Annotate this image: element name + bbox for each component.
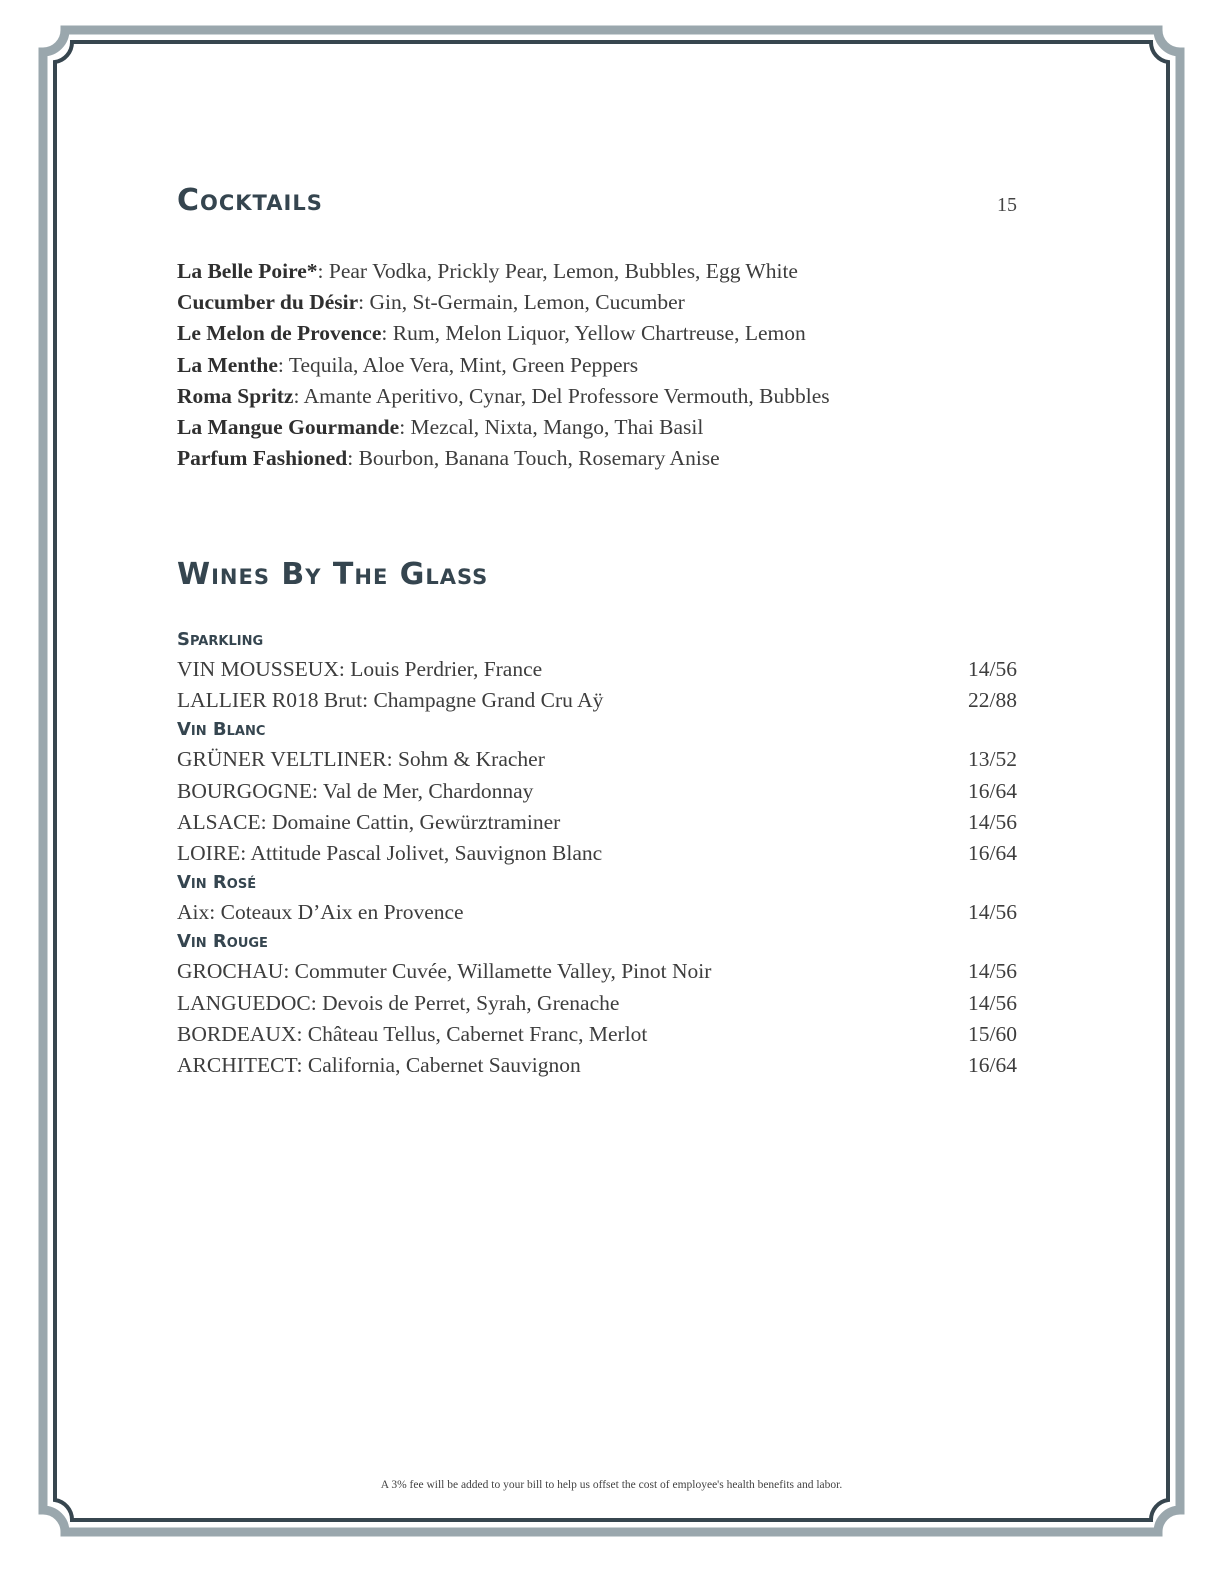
cocktail-ingredients: : Tequila, Aloe Vera, Mint, Green Peppers: [277, 352, 639, 377]
wine-price: 13/52: [968, 747, 1017, 772]
footer-note: A 3% fee will be added to your bill to help us offset the cost of employee's health benefits and labor.: [380, 1479, 843, 1491]
category-heading-vin-rose: Vin Rosé: [177, 872, 257, 894]
cocktail-list: [177, 256, 1017, 474]
cocktail-name: Cucumber du Désir: [177, 290, 359, 315]
cocktail-name: Roma Spritz: [177, 383, 294, 408]
wine-label: LALLIER R018 Brut: Champagne Grand Cru Aÿ: [177, 688, 604, 713]
category-heading-vin-rouge: Vin Rouge: [177, 931, 268, 953]
list-item: [177, 287, 1017, 318]
list-item: [177, 1019, 1017, 1050]
wine-label: LOIRE: Attitude Pascal Jolivet, Sauvignon Blanc: [177, 840, 603, 865]
wine-price: 14/56: [968, 657, 1017, 681]
cocktail-name: La Belle Poire*: [177, 259, 318, 283]
wine-price: 16/64: [968, 778, 1017, 803]
wine-price: 14/56: [968, 990, 1017, 1015]
wine-label: LANGUEDOC: Devois de Perret, Syrah, Grenache: [177, 990, 620, 1015]
wine-label: Aix: Coteaux D’Aix en Provence: [177, 900, 464, 925]
cocktail-ingredients: : Mezcal, Nixta, Mango, Thai Basil: [399, 414, 704, 439]
wine-price: 22/88: [968, 688, 1017, 713]
cocktail-name: La Mangue Gourmande: [177, 414, 400, 439]
wine-price: 14/56: [968, 900, 1017, 925]
cocktail-name: Parfum Fashioned: [177, 446, 348, 471]
list-item: [177, 897, 1017, 928]
wine-label: GRÜNER VELTLINER: Sohm & Kracher: [177, 747, 545, 772]
cocktails-price: 15: [997, 194, 1017, 216]
list-item: [177, 838, 1017, 869]
wine-label: BORDEAUX: Château Tellus, Cabernet Franc, Merlot: [177, 1021, 648, 1046]
wine-label: ARCHITECT: California, Cabernet Sauvignon: [177, 1052, 581, 1077]
list-item: [177, 988, 1017, 1019]
wine-price: 16/64: [968, 840, 1017, 865]
list-item: [177, 443, 1017, 474]
cocktail-ingredients: : Gin, St-Germain, Lemon, Cucumber: [358, 290, 685, 315]
wines-heading: Wines By The Glass: [177, 557, 489, 592]
category-heading-vin-blanc: Vin Blanc: [177, 719, 266, 741]
wine-label: GROCHAU: Commuter Cuvée, Willamette Valley, Pinot Noir: [177, 959, 712, 984]
cocktail-ingredients: : Pear Vodka, Prickly Pear, Lemon, Bubbles, Egg White: [317, 259, 798, 283]
wine-price: 16/64: [968, 1052, 1017, 1077]
list-item: [177, 744, 1017, 775]
wine-price: 14/56: [968, 959, 1017, 984]
cocktail-name: La Menthe: [177, 352, 278, 377]
cocktail-ingredients: : Bourbon, Banana Touch, Rosemary Anise: [347, 446, 720, 471]
list-item: [177, 318, 1017, 349]
wine-label: BOURGOGNE: Val de Mer, Chardonnay: [177, 778, 534, 803]
wine-label: VIN MOUSSEUX: Louis Perdrier, France: [177, 657, 543, 681]
list-item: [177, 685, 1017, 716]
cocktail-ingredients: : Rum, Melon Liquor, Yellow Chartreuse, Lemon: [381, 321, 806, 346]
list-item: [177, 654, 1017, 685]
list-item: [177, 807, 1017, 838]
list-item: [177, 1050, 1017, 1081]
wine-price: 14/56: [968, 809, 1017, 834]
list-item: [177, 350, 1017, 381]
cocktail-name: Le Melon de Provence: [177, 321, 382, 346]
cocktail-ingredients: : Amante Aperitivo, Cynar, Del Professore Vermouth, Bubbles: [293, 383, 830, 408]
cocktails-heading: Cocktails: [177, 183, 323, 218]
list-item: [177, 381, 1017, 412]
list-item: [177, 776, 1017, 807]
category-heading-sparkling: Sparkling: [177, 629, 264, 650]
wine-price: 15/60: [968, 1021, 1017, 1046]
list-item: [177, 412, 1017, 443]
wine-list: [177, 626, 1017, 1081]
list-item: [177, 256, 1017, 287]
list-item: [177, 956, 1017, 987]
wine-label: ALSACE: Domaine Cattin, Gewürztraminer: [177, 809, 561, 834]
